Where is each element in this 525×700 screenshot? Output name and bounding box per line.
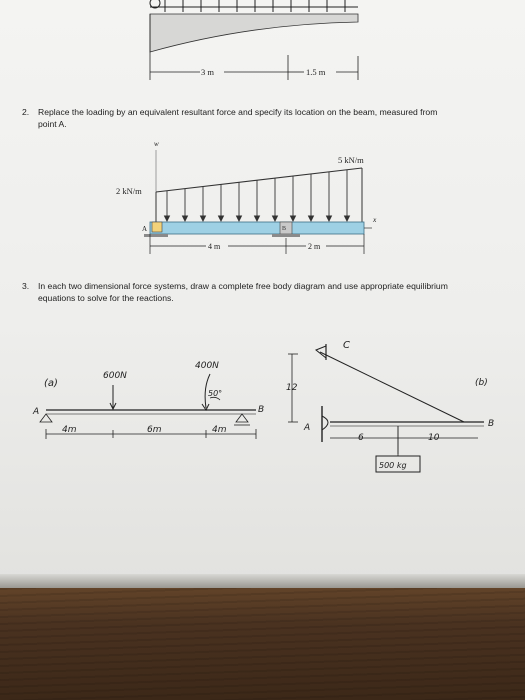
dim-a-6m: 6m — [147, 425, 162, 435]
beam — [150, 222, 364, 234]
top-beam — [150, 14, 358, 52]
sketch-b-point-c: C — [343, 340, 350, 351]
sketch-b-point-b: B — [488, 419, 495, 429]
force-600n-label: 600N — [103, 371, 127, 381]
dim-2m: 2 m — [308, 242, 321, 251]
point-a-label: A — [142, 225, 148, 233]
dim-a-4m-right: 4m — [212, 425, 227, 435]
top-load-arrows — [150, 0, 358, 12]
problem-3-text: In each two dimensional force systems, draw a complete free body diagram and use appropriate equilibrium equations to solve for the reactions. — [38, 281, 448, 303]
force-400n-label: 400N — [195, 361, 219, 371]
top-figure — [0, 0, 525, 100]
point-b-label: B — [282, 226, 287, 232]
sketch-b-label: (b) — [475, 378, 488, 388]
mass-500kg-label: 500 kg — [379, 461, 407, 470]
height-12-label: 12 — [286, 383, 298, 393]
desk-background — [0, 574, 525, 700]
problem-2-number: 2. — [22, 107, 30, 117]
x-axis-label: x — [373, 215, 377, 224]
load-right-label: 5 kN/m — [338, 155, 364, 165]
problem-2-text: Replace the loading by an equivalent resultant force and specify its location on the beam, measured from point A. — [38, 107, 438, 129]
sketch-a — [0, 350, 270, 450]
load-left-label: 2 kN/m — [116, 186, 142, 196]
paper-edge — [0, 574, 525, 588]
dim-b-10: 10 — [428, 433, 440, 443]
dim-b-6: 6 — [358, 433, 364, 443]
problem-3-number: 3. — [22, 281, 30, 291]
sketch-b-point-a: A — [304, 423, 311, 433]
sketch-a-point-a: A — [33, 407, 40, 417]
load-line — [156, 168, 362, 192]
distributed-load-arrows — [165, 170, 350, 221]
w-axis-label: w — [154, 140, 159, 148]
top-dim-left: 3 m — [201, 67, 214, 77]
sketch-a-point-b: B — [258, 405, 265, 415]
angle-50-label: 50° — [208, 389, 223, 398]
problem-2-figure — [0, 130, 525, 260]
dim-a-4m: 4m — [62, 425, 77, 435]
top-dim-right: 1.5 m — [306, 67, 326, 77]
dim-4m: 4 m — [208, 242, 221, 251]
sketch-b — [270, 330, 525, 490]
sketch-a-label: (a) — [44, 378, 58, 389]
